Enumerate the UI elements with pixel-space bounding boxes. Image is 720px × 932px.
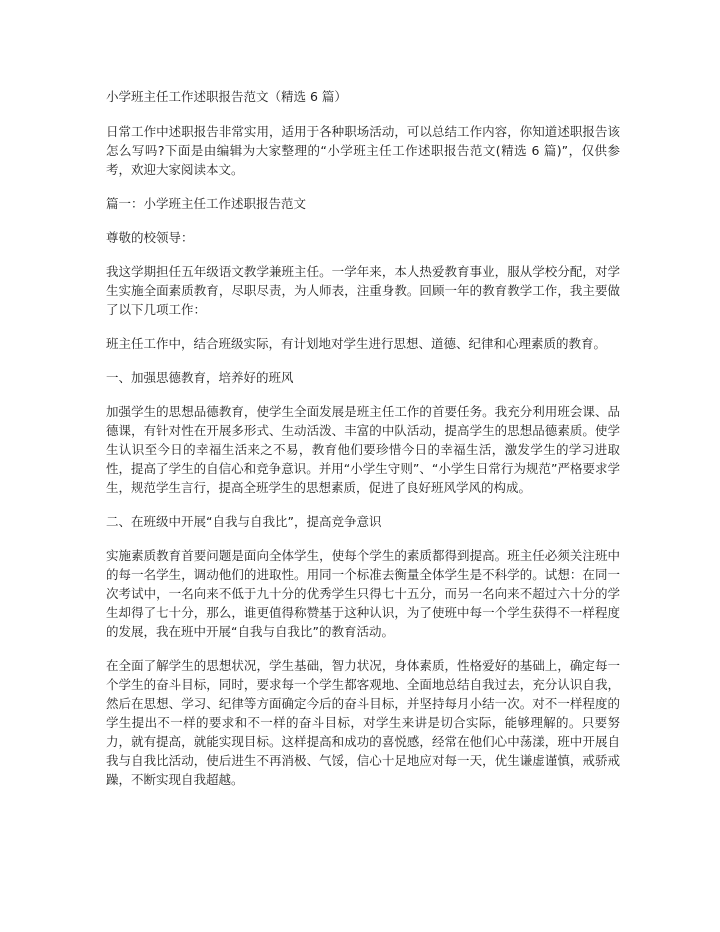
section-heading-2: 二、在班级中开展“自我与自我比”，提高竞争意识	[106, 514, 382, 529]
section-2-paragraph-2: 在全面了解学生的思想状况，学生基础，智力状况，身体素质，性格爱好的基础上，确定每一个学生的奋斗目标，同时，要求每一个学生都客观地、全面地总结自我过去，充分认识自我，然后在思想、学习、纪律等方面确定今后的奋斗目标，并坚持每月小结一次。对不一样程度的学生提出不一样的要求和不一样的奋斗目标，对学生来讲是切合实际，能够理解的。只要努力，就有提高，就能实现目标。这样提高和成功的喜悦感，经常在他们心中荡漾，班中开展自我与自我比活动，使后进生不再消极、气馁，信心十足地应对每一天，优生谦虚谨慎，戒骄戒躁，不断实现自我超越。	[106, 658, 620, 787]
intro-paragraph: 日常工作中述职报告非常实用，适用于各种职场活动，可以总结工作内容，你知道述职报告该怎么写吗?下面是由编辑为大家整理的“小学班主任工作述职报告范文(精选 6 篇)”，仅供参考，欢迎大家阅读本文。	[106, 124, 620, 177]
section-2-paragraph-1: 实施素质教育首要问题是面向全体学生，使每个学生的素质都得到提高。班主任必须关注班中的每一名学生，调动他们的进取性。用同一个标准去衡量全体学生是不科学的。试想：在同一次考试中，一名向来不低于九十分的优秀学生只得七十五分，而另一名向来不超过六十分的学生却得了七十分，那么，谁更值得称赞基于这种认识，为了使班中每一个学生获得不一样程度的发展，我在班中开展“自我与自我比”的教育活动。	[106, 548, 620, 639]
article-heading: 篇一：小学班主任工作述职报告范文	[106, 196, 307, 211]
salutation: 尊敬的校领导：	[106, 230, 194, 245]
document-page	[106, 88, 620, 789]
document-title: 小学班主任工作述职报告范文（精选 6 篇）	[106, 89, 347, 104]
body-paragraph: 班主任工作中，结合班级实际，有计划地对学生进行思想、道德、纪律和心理素质的教育。	[106, 336, 607, 351]
body-paragraph: 我这学期担任五年级语文教学兼班主任。一学年来，本人热爱教育事业，服从学校分配，对学生实施全面素质教育，尽职尽责，为人师表，注重身教。回顾一年的教育教学工作，我主要做了以下几项工作：	[106, 264, 620, 317]
section-heading-1: 一、加强思德教育，培养好的班风	[106, 370, 294, 385]
section-1-paragraph: 加强学生的思想品德教育，使学生全面发展是班主任工作的首要任务。我充分利用班会课、品德课，有针对性在开展多形式、生动活泼、丰富的中队活动，提高学生的思想品德素质。使学生认识至今日的幸福生活来之不易，教育他们要珍惜今日的幸福生活，激发学生的学习进取性，提高了学生的自信心和竞争意识。并用“小学生守则”、“小学生日常行为规范”严格要求学生，规范学生言行，提高全班学生的思想素质，促进了良好班风学风的构成。	[106, 404, 620, 495]
